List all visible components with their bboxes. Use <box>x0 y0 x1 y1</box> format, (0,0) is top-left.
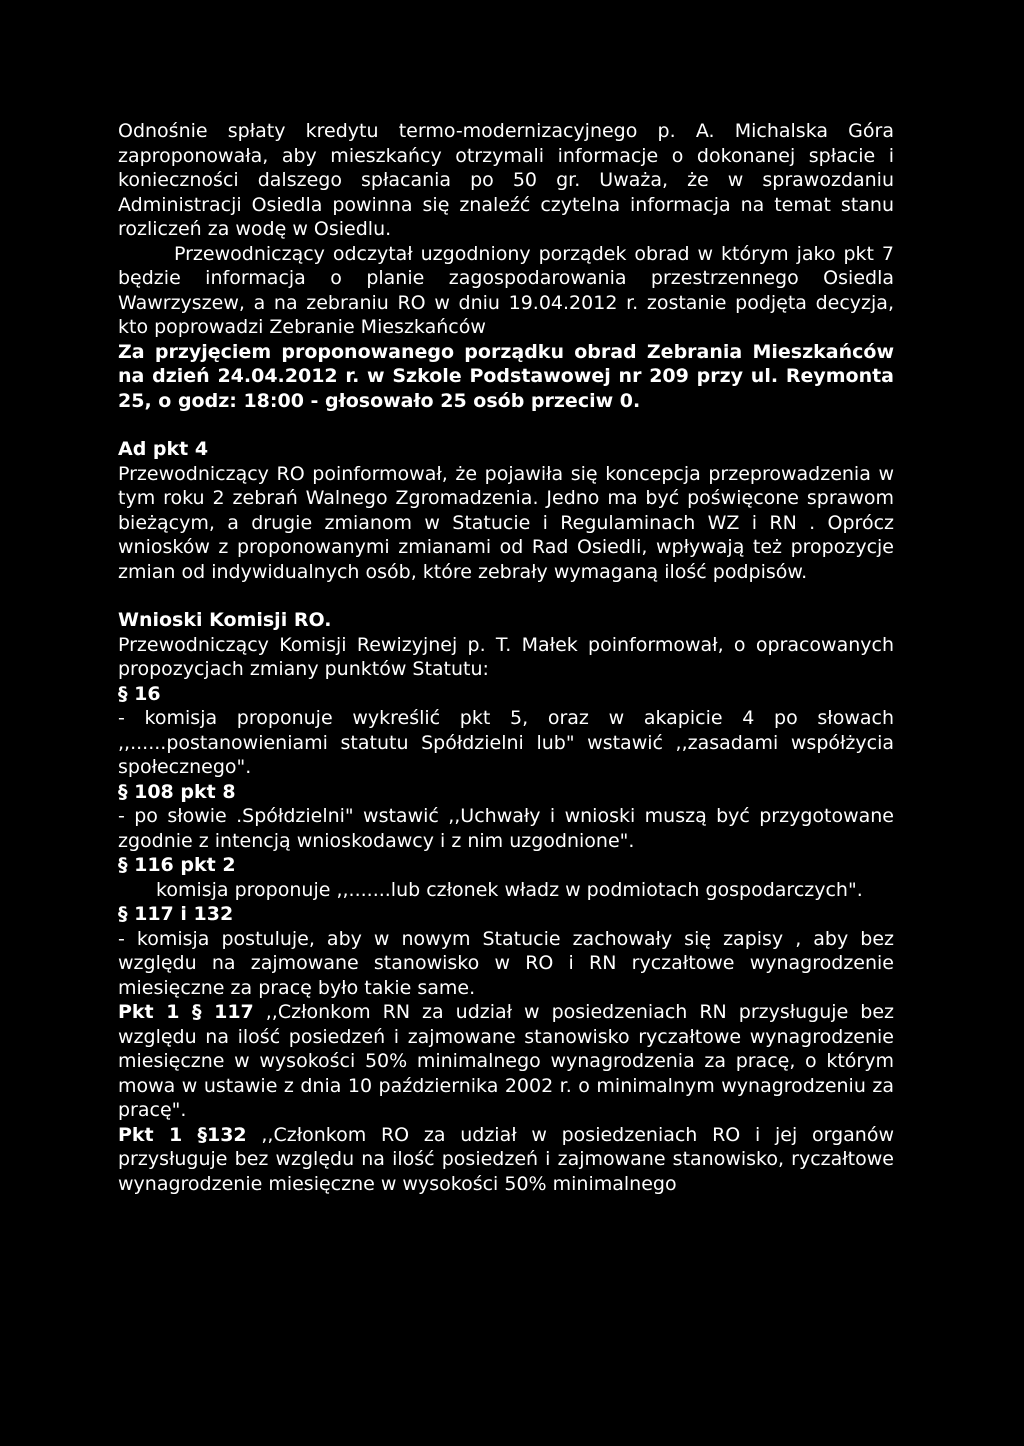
paragraph-loan-repayment: Odnośnie spłaty kredytu termo-modernizacyjnego p. A. Michalska Góra zaproponowała, aby mieszkańcy otrzymali informacje o dokonanej spłacie i konieczności dalszego spłacania po 50 gr. Uważa, że w sprawozdaniu Administracji Osiedla powinna się znaleźć czytelna informacja na temat stanu rozliczeń za wodę w Osiedlu. <box>118 120 894 240</box>
heading-section-117-132: § 117 i 132 <box>118 903 234 925</box>
text-pkt1-117: ,,Członkom RN za udział w posiedzeniach RN przysługuje bez względu na ilość posiedzeń i zajmowane stanowisko ryczałtowe wynagrodzenie miesięczne w wysokości 50% minimalnego wynagrodzenia za pracę, o którym mowa w ustawie z dnia 10 października 2002 r. o minimalnym wynagrodzeniu za pracę". <box>118 1001 894 1121</box>
paragraph-wnioski-intro: Przewodniczący Komisji Rewizyjnej p. T. Małek poinformował, o opracowanych propozycjach zmiany punktów Statutu: <box>118 633 894 680</box>
paragraph-pkt1-117 <box>118 1000 894 1123</box>
heading-section-108: § 108 pkt 8 <box>118 780 236 803</box>
paragraph-section-108: - po słowie .Spółdzielni" wstawić ,,Uchwały i wnioski muszą być przygotowane zgodnie z intencją wnioskodawcy i z nim uzgodnione". <box>118 805 894 852</box>
paragraph-agenda-vote: Za przyjęciem proponowanego porządku obrad Zebrania Mieszkańców na dzień 24.04.2012 r. w Szkole Podstawowej nr 209 przy ul. Reymonta 25, o godz: 18:00 - głosowało 25 osób przeciw 0. <box>118 340 894 412</box>
heading-section-116: § 116 pkt 2 <box>118 854 236 876</box>
heading-wnioski-komisji: Wnioski Komisji RO. <box>118 609 332 631</box>
paragraph-pkt1-132 <box>118 1123 894 1197</box>
paragraph-agenda: Przewodniczący odczytał uzgodniony porządek obrad w którym jako pkt 7 będzie informacja o planie zagospodarowania przestrzennego Osiedla Wawrzyszew, a na zebraniu RO w dniu 19.04.2012 r. zostanie podjęta decyzja, kto poprowadzi Zebranie Mieszkańców <box>118 242 894 338</box>
label-pkt1-132: Pkt 1 §132 <box>118 1123 247 1146</box>
heading-section-16: § 16 <box>118 682 161 705</box>
text-pkt1-132: ,,Członkom RO za udział w posiedzeniach RO i jej organów przysługuje bez względu na ilość posiedzeń i zajmowane stanowisko, ryczałtowe wynagrodzenie miesięczne w wysokości 50% minimalnego <box>118 1123 894 1195</box>
label-pkt1-117: Pkt 1 § 117 <box>118 1001 254 1023</box>
document-page <box>118 119 894 1196</box>
paragraph-section-16: - komisja proponuje wykreślić pkt 5, oraz w akapicie 4 po słowach ,,......postanowieniami statutu Spółdzielni lub" wstawić ,,zasadami współżycia społecznego". <box>118 707 894 778</box>
paragraph-section-116: komisja proponuje ,,.......lub członek władz w podmiotach gospodarczych". <box>156 878 863 901</box>
heading-ad-pkt-4: Ad pkt 4 <box>118 438 209 460</box>
paragraph-ad-pkt-4: Przewodniczący RO poinformował, że pojawiła się koncepcja przeprowadzenia w tym roku 2 zebrań Walnego Zgromadzenia. Jedno ma być poświęcone sprawom bieżącym, a drugie zmianom w Statucie i Regulaminach WZ i RN . Oprócz wniosków z proponowanymi zmianami od Rad Osiedli, wpływają też propozycje zmian od indywidualnych osób, które zebrały wymaganą ilość podpisów. <box>118 462 894 583</box>
paragraph-section-117-132: - komisja postuluje, aby w nowym Statucie zachowały się zapisy , aby bez względu na zajmowane stanowisko w RO i RN ryczałtowe wynagrodzenie miesięczne za pracę było takie same. <box>118 927 894 999</box>
